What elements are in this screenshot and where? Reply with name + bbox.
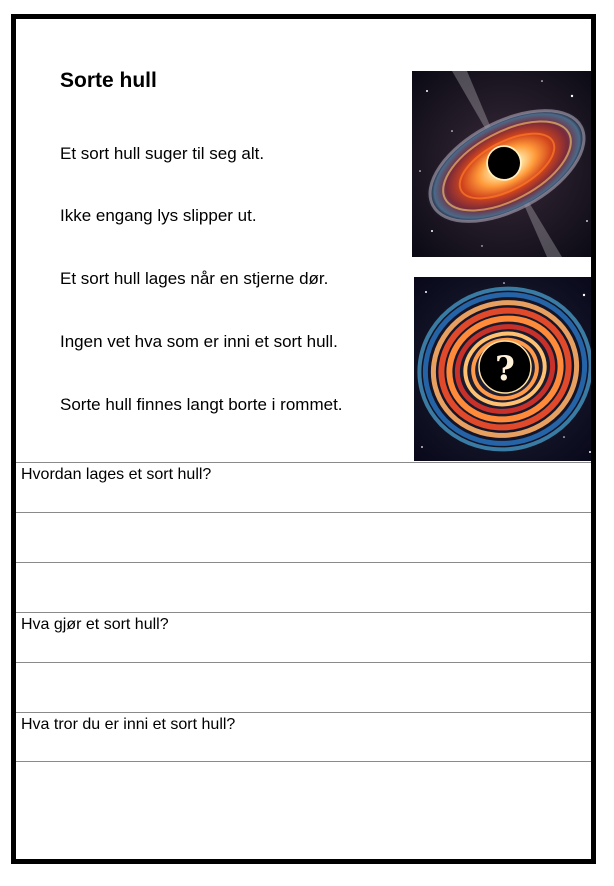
black-hole-image bbox=[412, 71, 596, 257]
sentence-4: Ingen vet hva som er inni et sort hull. bbox=[60, 332, 338, 351]
answer-line[interactable] bbox=[16, 512, 591, 562]
sentence-2: Ikke engang lys slipper ut. bbox=[60, 206, 257, 225]
sentence-5: Sorte hull finnes langt borte i rommet. bbox=[60, 395, 343, 414]
black-hole-question-image bbox=[414, 277, 596, 461]
sentence-3: Et sort hull lages når en stjerne dør. bbox=[60, 269, 329, 288]
answer-area bbox=[16, 462, 591, 762]
sentence-1: Et sort hull suger til seg alt. bbox=[60, 144, 265, 163]
answer-line[interactable] bbox=[16, 662, 591, 712]
question-mark-glyph: ? bbox=[495, 349, 515, 389]
question-2: Hva gjør et sort hull? bbox=[21, 616, 169, 633]
question-3: Hva tror du er inni et sort hull? bbox=[21, 716, 236, 733]
question-row-1 bbox=[16, 462, 591, 512]
worksheet-page bbox=[11, 14, 596, 864]
question-row-2 bbox=[16, 612, 591, 662]
page-title: Sorte hull bbox=[60, 69, 157, 92]
answer-line[interactable] bbox=[16, 562, 591, 612]
question-row-3 bbox=[16, 712, 591, 762]
question-1: Hvordan lages et sort hull? bbox=[21, 466, 212, 483]
